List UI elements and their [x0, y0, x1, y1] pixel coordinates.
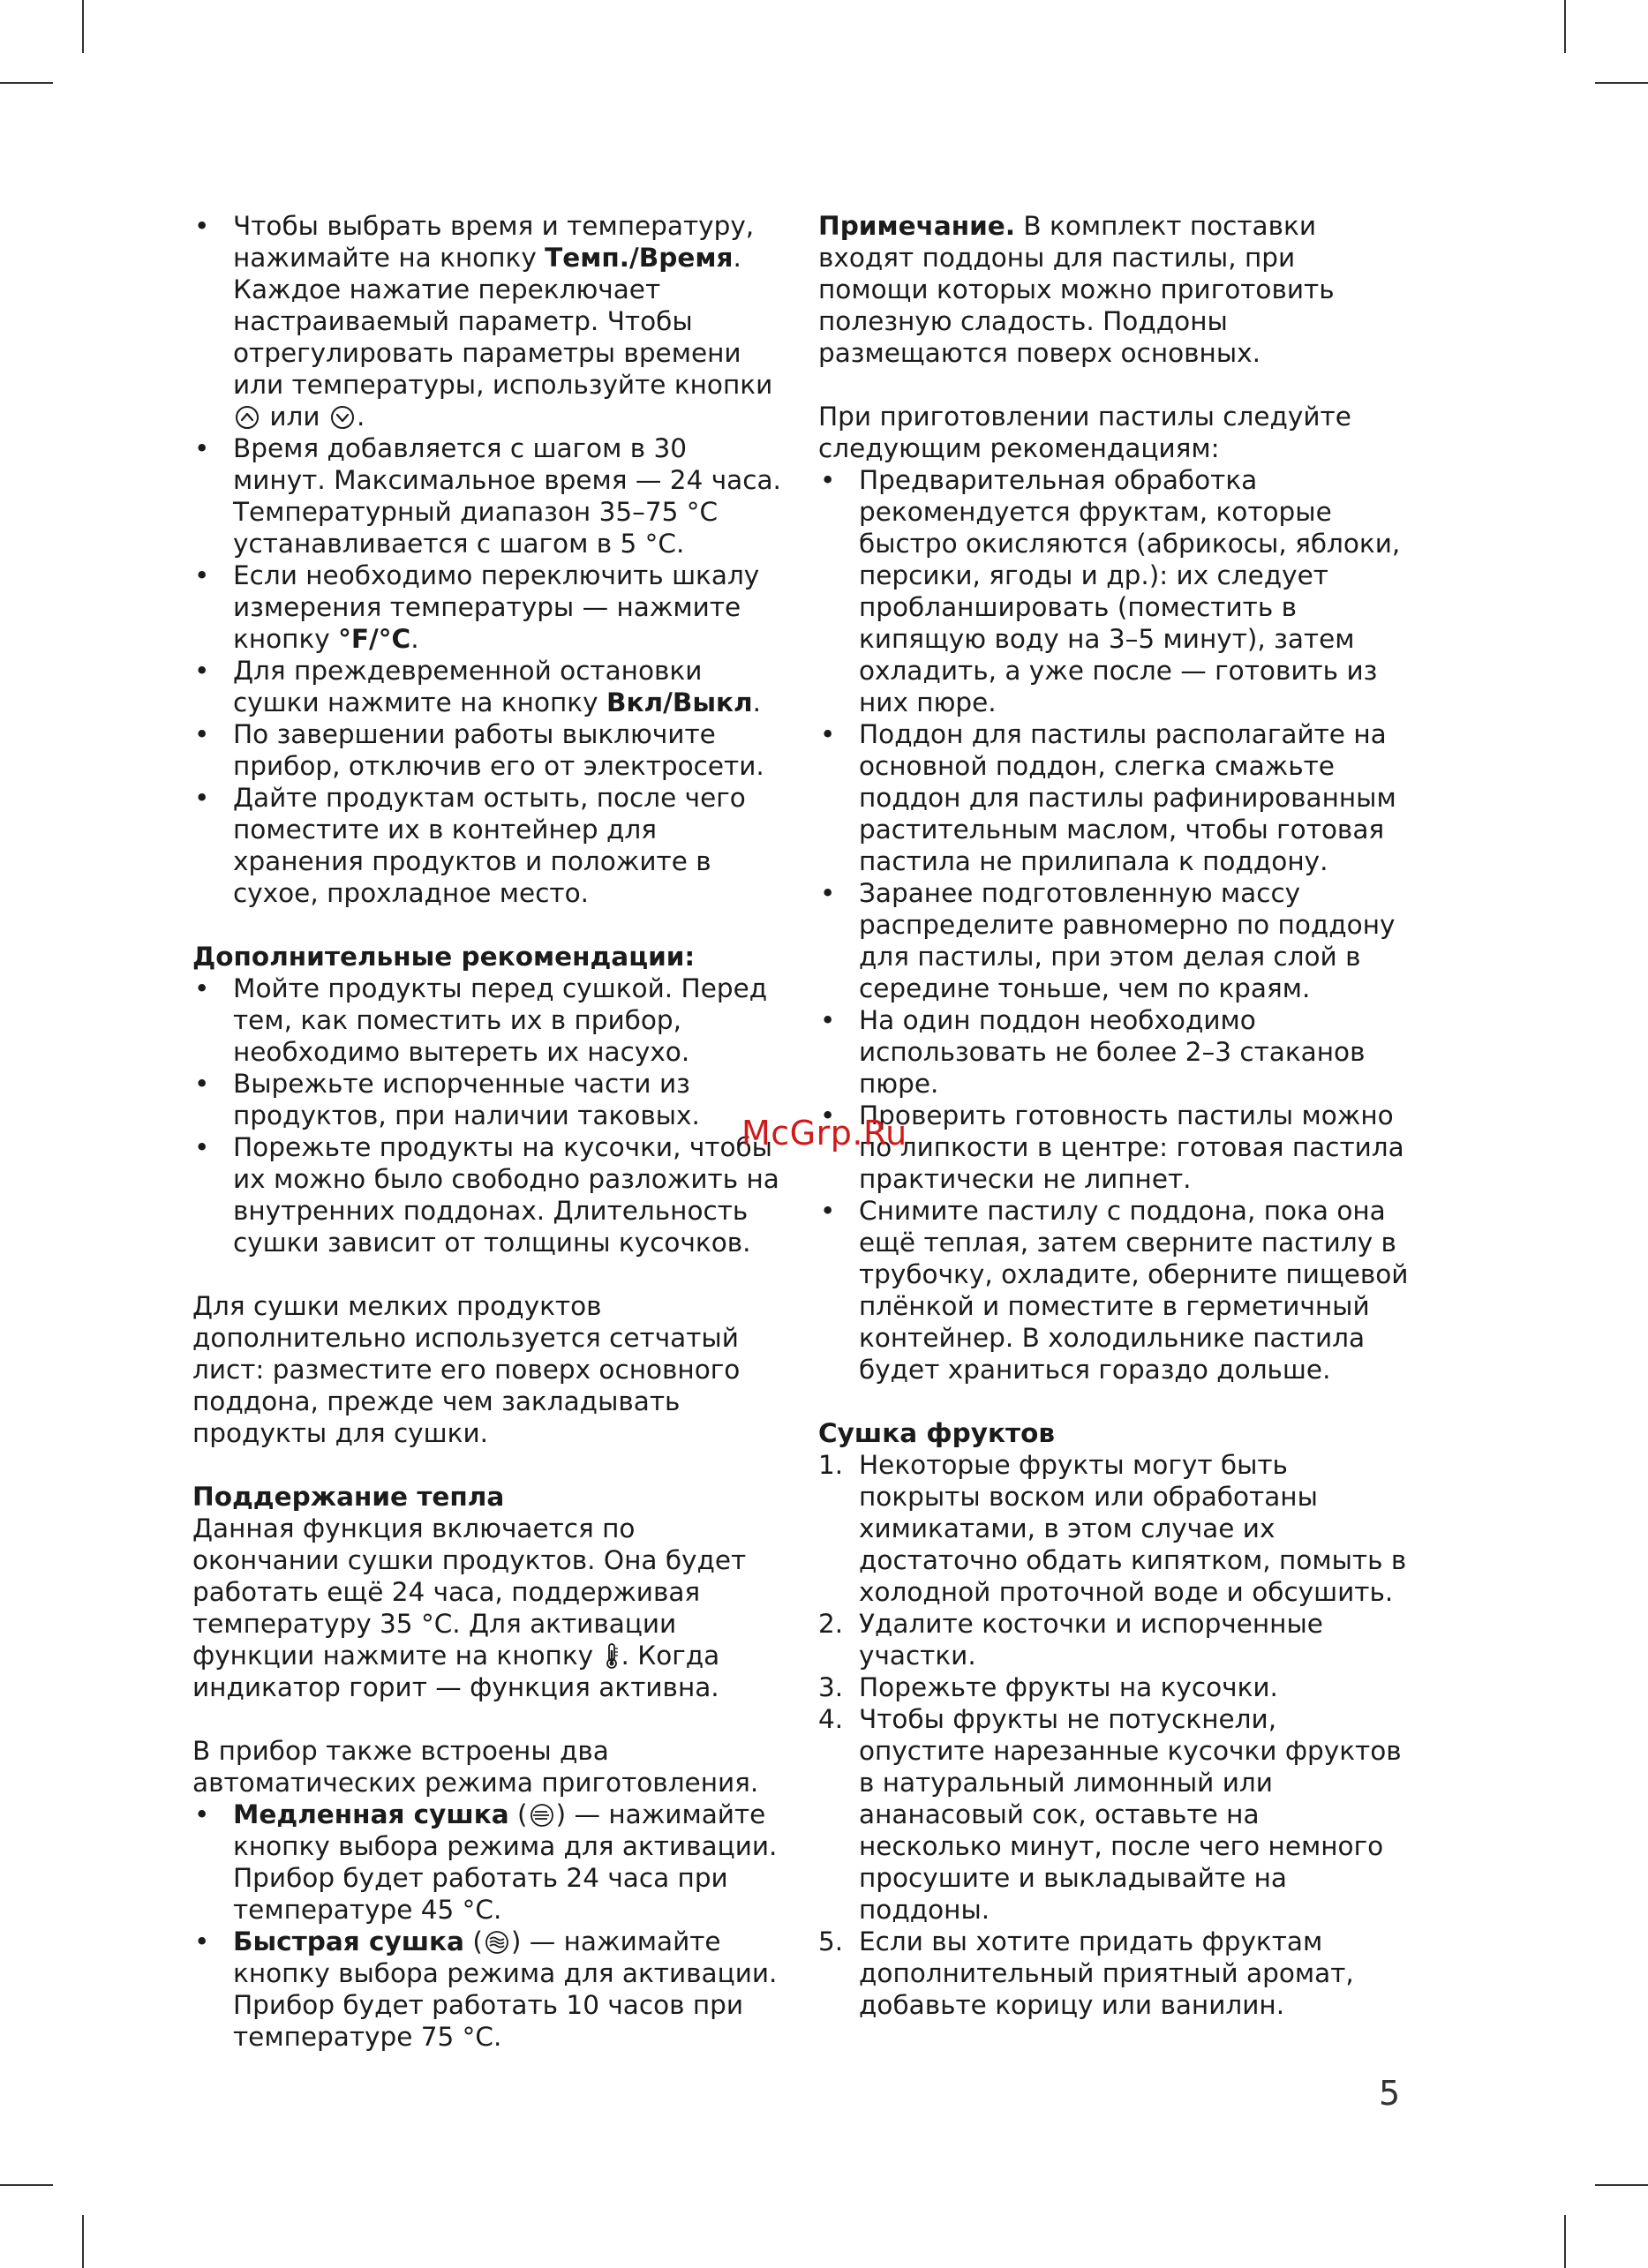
crop-mark [82, 2215, 84, 2268]
list-item: • Поддон для пастилы располагайте на основной поддон, слегка смажьте поддон для пастилы рафинированным растительным маслом, чтобы готовая пастила не прилипала к поддону. [818, 718, 1410, 877]
list-item: • Заранее подготовленную массу распределите равномерно по поддону для пастилы, при этом делая слой в середине тоньше, чем по краям. [818, 877, 1410, 1004]
step-text: Если вы хотите придать фруктам дополнительный приятный аромат, добавьте корицу или ванилин. [859, 1926, 1354, 2020]
step-number: 2. [818, 1609, 844, 1639]
text-run: . [410, 624, 419, 654]
list-item: • Предварительная обработка рекомендуется фруктам, которые быстро окисляются (абрикосы, яблоки, персики, ягоды и др.): их следует пробланшировать (поместить в кипящую воду на 3–5 минут), затем охладить, а уже после — готовить из них пюре. [818, 464, 1410, 718]
bold-term: °F/°C [338, 624, 411, 654]
bold-term: Темп./Время [545, 243, 734, 273]
step-item [818, 1671, 1410, 1703]
step-number: 1. [818, 1450, 844, 1480]
text-run: ( [463, 1926, 483, 1956]
step-item [818, 1703, 1410, 1926]
text-run: Дайте продуктам остыть, после чего поместите их в контейнер для хранения продуктов и положите в сухое, прохладное место. [233, 783, 746, 908]
text-run: или [261, 402, 328, 432]
list-item [192, 782, 784, 909]
note-paragraph [818, 210, 1410, 369]
list-item: • Снимите пастилу с поддона, пока она ещё теплая, затем сверните пастилу в трубочку, охладите, оберните пищевой плёнкой и поместите в герметичный контейнер. В холодильнике пастила будет храниться гораздо дольше. [818, 1195, 1410, 1386]
crop-mark [0, 2184, 53, 2186]
step-item [818, 1926, 1410, 2021]
crop-mark [1564, 2215, 1566, 2268]
pastila-recommendations-list [818, 464, 1410, 1386]
bold-term: Медленная сушка [233, 1799, 509, 1829]
list-item [192, 559, 784, 655]
crop-mark [1595, 82, 1648, 84]
text-run: ) — нажимайте кнопку выбора режима для активации. Прибор будет работать 10 часов при температуре 75 °C. [233, 1926, 778, 2052]
step-item [818, 1608, 1410, 1671]
mesh-sheet-paragraph: Для сушки мелких продуктов дополнительно используется сетчатый лист: разместите его поверх основного поддона, прежде чем закладывать продукты для сушки. [192, 1291, 741, 1448]
text-run: Если необходимо переключить шкалу измерения температуры — нажмите кнопку [233, 560, 760, 654]
down-circle-icon [330, 405, 355, 430]
page-number: 5 [1379, 2074, 1401, 2113]
step-item [818, 1449, 1410, 1608]
text-run: По завершении работы выключите прибор, отключив его от электросети. [233, 719, 764, 781]
text-run: . Каждое нажатие переключает настраиваемый параметр. Чтобы отрегулировать параметры времени или температуры, используйте кнопки [233, 243, 773, 400]
crop-mark [82, 0, 84, 53]
list-item [192, 655, 784, 718]
fruit-drying-steps [818, 1449, 1410, 2021]
step-number: 4. [818, 1704, 844, 1734]
text-run: ( [508, 1799, 528, 1829]
bold-term: Быстрая сушка [233, 1926, 464, 1956]
list-item: • Порежьте продукты на кусочки, чтобы их можно было свободно разложить на внутренних поддонах. Длительность сушки зависит от толщины кусочков. [192, 1131, 784, 1258]
crop-mark [0, 82, 53, 84]
list-item [192, 1799, 784, 1926]
auto-modes-list [192, 1799, 784, 2053]
list-item: • Мойте продукты перед сушкой. Перед тем, как поместить их в прибор, необходимо вытереть их насухо. [192, 973, 784, 1068]
text-run: . Когда индикатор горит — функция активна. [192, 1641, 720, 1702]
list-item [192, 1926, 784, 2053]
usage-instructions-list [192, 210, 784, 909]
step-number: 3. [818, 1672, 844, 1702]
crop-mark [1595, 2184, 1648, 2186]
bold-term: Вкл/Выкл [606, 687, 753, 717]
keep-warm-paragraph [192, 1513, 784, 1703]
text-run: Для преждевременной остановки сушки нажмите на кнопку [233, 656, 703, 717]
pastila-intro: При приготовлении пастилы следуйте следующим рекомендациям: [818, 402, 1351, 463]
step-text: Чтобы фрукты не потускнели, опустите нарезанные кусочки фруктов в натуральный лимонный или ананасовый сок, оставьте на несколько минут, после чего немного просушите и выкладывайте на поддоны. [859, 1704, 1402, 1925]
watermark: McGrp.Ru [741, 1114, 907, 1153]
text-run: . [752, 687, 762, 717]
left-column [192, 210, 784, 2053]
auto-modes-intro: В прибор также встроены два автоматических режима приготовления. [192, 1736, 759, 1798]
extra-recommendations-list [192, 973, 784, 1258]
list-item [192, 432, 784, 559]
text-run: В комплект поставки входят поддоны для пастилы, при помощи которых можно приготовить полезную сладость. Поддоны размещаются поверх основных. [818, 211, 1335, 368]
extra-recommendations-heading: Дополнительные рекомендации: [192, 942, 696, 972]
crop-mark [1564, 0, 1566, 53]
step-text: Удалите косточки и испорченные участки. [859, 1609, 1323, 1671]
fast-dry-icon [485, 1930, 509, 1955]
thermometer-icon [603, 1641, 621, 1670]
text-run: Чтобы выбрать время и температуру, нажимайте на кнопку [233, 211, 755, 273]
up-circle-icon [235, 405, 260, 430]
list-item: • Вырежьте испорченные части из продуктов, при наличии таковых. [192, 1068, 784, 1131]
list-item: • На один поддон необходимо использовать не более 2–3 стаканов пюре. [818, 1004, 1410, 1100]
list-item [192, 210, 784, 432]
text-run: ) — нажимайте кнопку выбора режима для активации. Прибор будет работать 24 часа при температуре 45 °C. [233, 1799, 778, 1925]
list-item [192, 718, 784, 782]
fruit-drying-heading: Сушка фруктов [818, 1418, 1056, 1448]
step-text: Некоторые фрукты могут быть покрыты воском или обработаны химикатами, в этом случае их достаточно обдать кипятком, помыть в холодной проточной воде и обсушить. [859, 1450, 1407, 1607]
list-item: • Проверить готовность пастилы можно по липкости в центре: готовая пастила практически не липнет. [818, 1100, 1410, 1195]
slow-dry-icon [530, 1803, 554, 1828]
text-run: Данная функция включается по окончании сушки продуктов. Она будет работать ещё 24 часа, поддерживая температуру 35 °C. Для активации функции нажмите на кнопку [192, 1513, 747, 1671]
step-text: Порежьте фрукты на кусочки. [859, 1672, 1278, 1702]
step-number: 5. [818, 1926, 844, 1956]
text-run: Время добавляется с шагом в 30 минут. Максимальное время — 24 часа. Температурный диапазон 35–75 °C устанавливается с шагом в 5 °C. [233, 433, 781, 559]
keep-warm-heading: Поддержание тепла [192, 1482, 505, 1512]
bold-term: Примечание. [818, 211, 1016, 241]
text-run: . [356, 402, 365, 432]
